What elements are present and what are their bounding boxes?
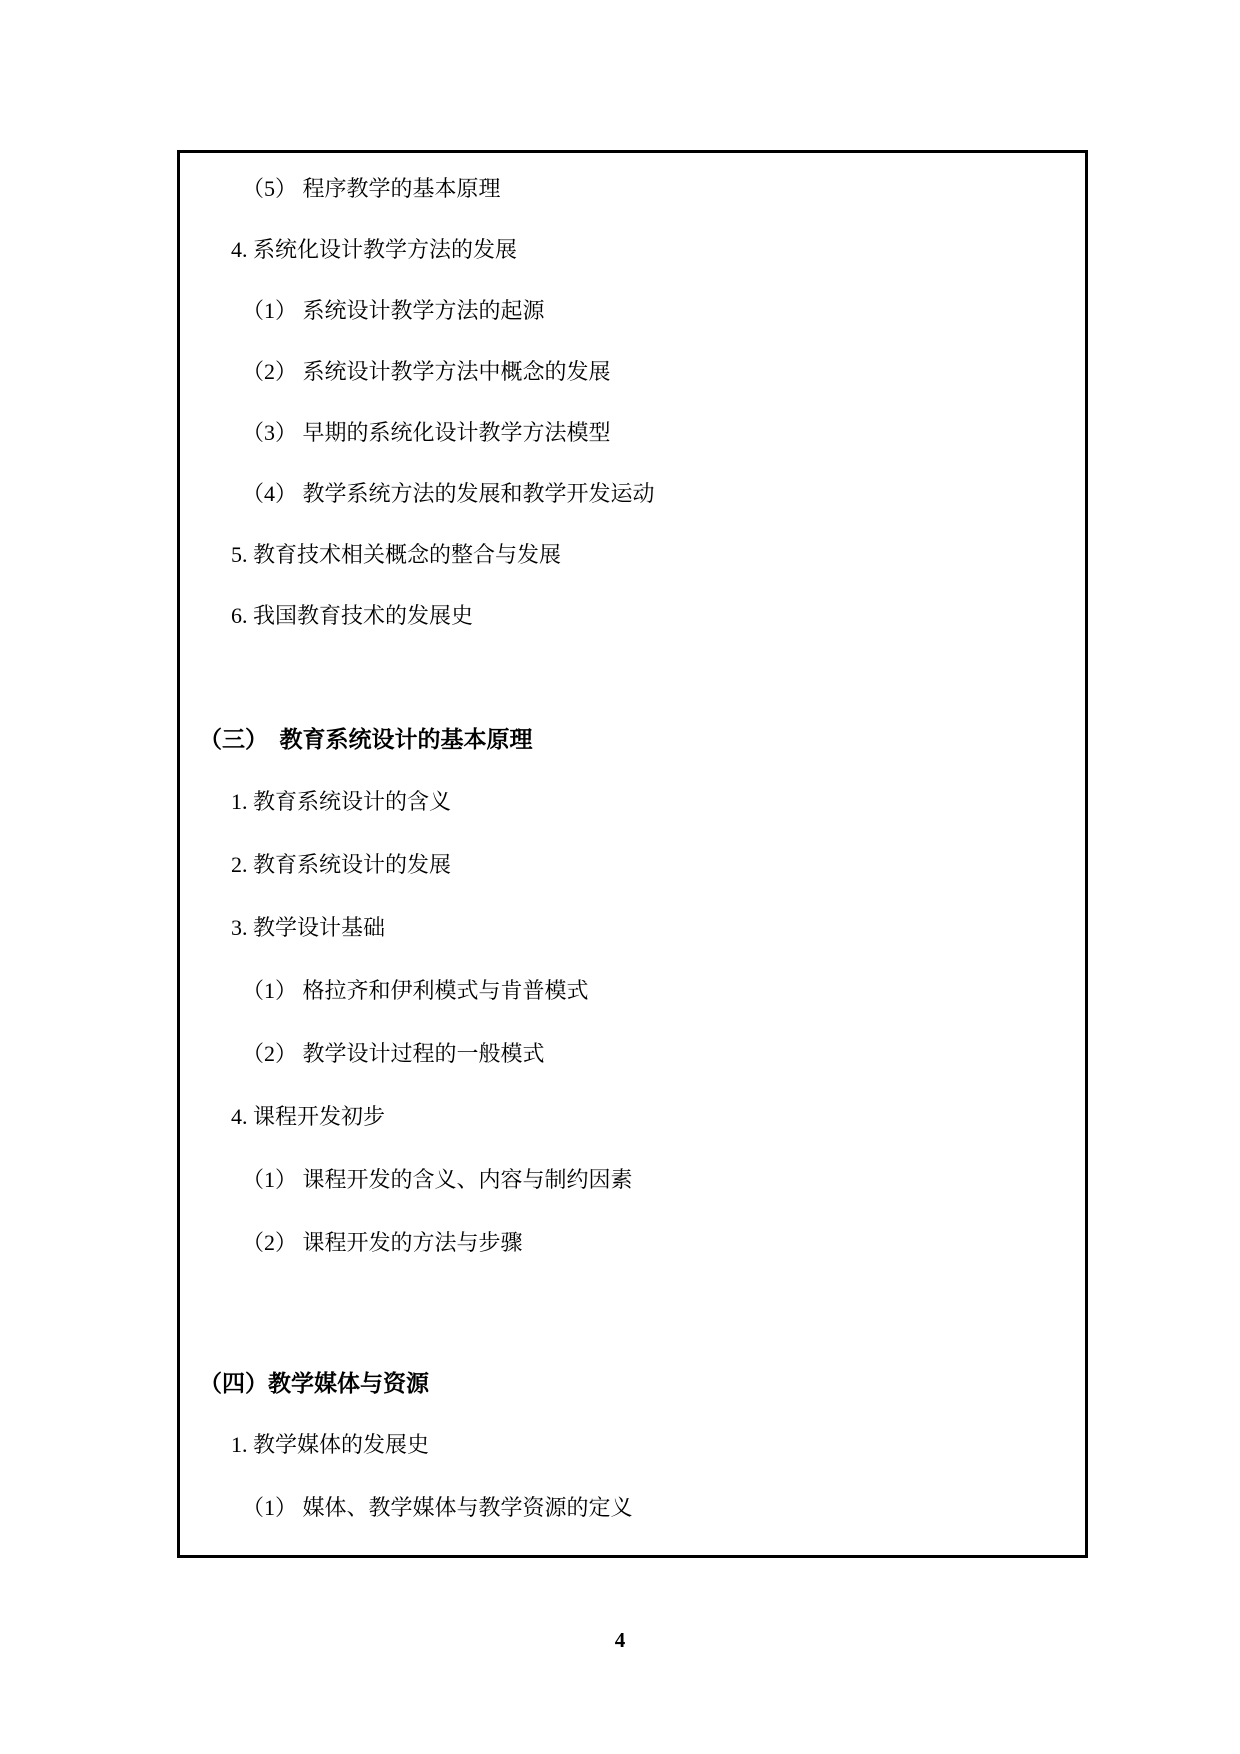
outline-item: （2） 课程开发的方法与步骤 — [242, 1230, 523, 1255]
outline-item: 3. 教学设计基础 — [231, 915, 386, 940]
section-heading: （四）教学媒体与资源 — [199, 1370, 429, 1396]
outline-item: （4） 教学系统方法的发展和教学开发运动 — [242, 481, 655, 506]
outline-item: （1） 格拉齐和伊利模式与肯普模式 — [242, 978, 589, 1003]
outline-item: （1） 系统设计教学方法的起源 — [242, 298, 545, 323]
outline-item: （2） 教学设计过程的一般模式 — [242, 1041, 545, 1066]
outline-item: （5） 程序教学的基本原理 — [242, 176, 501, 201]
outline-item: （2） 系统设计教学方法中概念的发展 — [242, 359, 611, 384]
outline-item: （3） 早期的系统化设计教学方法模型 — [242, 420, 611, 445]
outline-item: 4. 课程开发初步 — [231, 1104, 386, 1129]
outline-item: 1. 教学媒体的发展史 — [231, 1432, 430, 1457]
outline-item: 4. 系统化设计教学方法的发展 — [231, 237, 518, 262]
outline-item: 2. 教育系统设计的发展 — [231, 852, 452, 877]
outline-item: （1） 课程开发的含义、内容与制约因素 — [242, 1167, 633, 1192]
section-heading: （三） 教育系统设计的基本原理 — [199, 726, 533, 752]
outline-item: 6. 我国教育技术的发展史 — [231, 603, 474, 628]
outline-item: （1） 媒体、教学媒体与教学资源的定义 — [242, 1495, 633, 1520]
outline-item: 1. 教育系统设计的含义 — [231, 789, 452, 814]
page-number: 4 — [614, 1628, 626, 1652]
outline-item: 5. 教育技术相关概念的整合与发展 — [231, 542, 562, 567]
